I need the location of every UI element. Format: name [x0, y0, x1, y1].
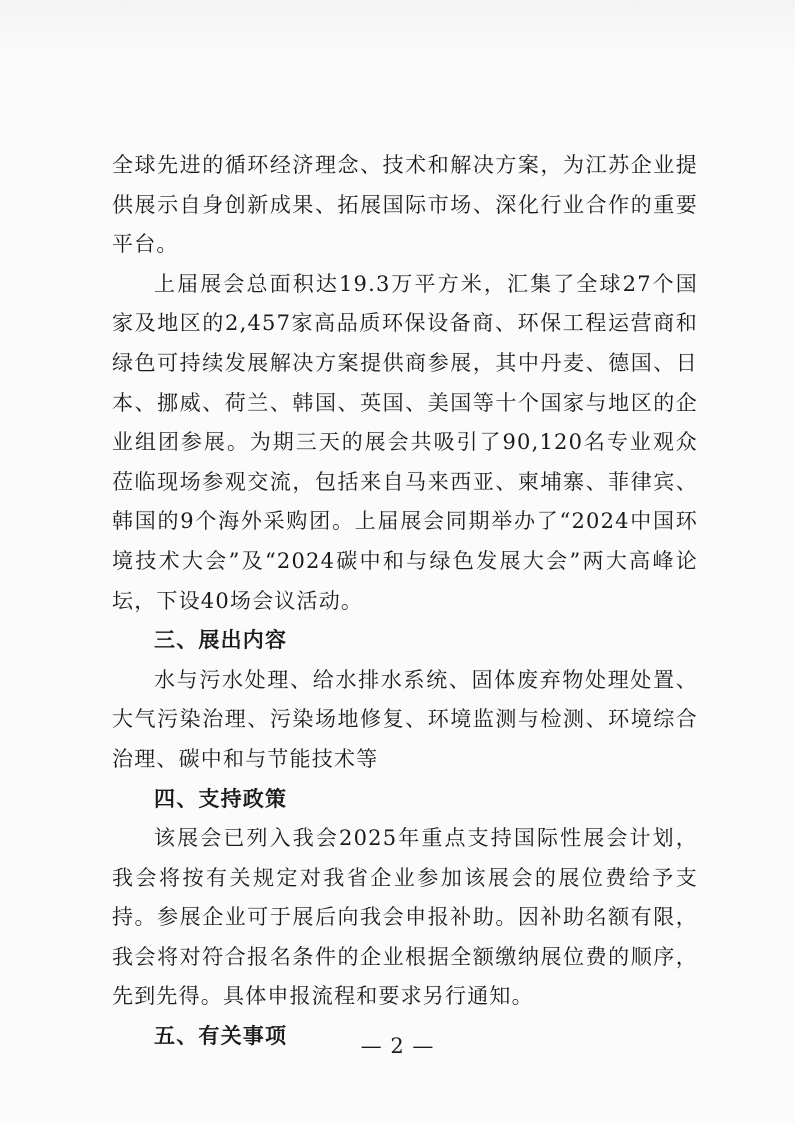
intro-continuation-paragraph: 全球先进的循环经济理念、技术和解决方案，为江苏企业提供展示自身创新成果、拓展国际市场、深化行业合作的重要平台。	[112, 153, 698, 257]
section-heading-exhibits: 三、展出内容	[154, 628, 288, 653]
previous-exhibition-paragraph: 上届展会总面积达19.3万平方米，汇集了全球27个国家及地区的2,457家高品质环保设备商、环保工程运营商和绿色可持续发展解决方案提供商参展，其中丹麦、德国、日本、挪威、荷兰、韩国、英国、美国等十个国家与地区的企业组团参展。为期三天的展会共吸引了90,120名专业观众莅临现场参观交流，包括来自马来西亚、柬埔寨、菲律宾、韩国的9个海外采购团。上届展会同期举办了“2024中国环境技术大会”及“2024碳中和与绿色发展大会”两大高峰论坛，下设40场会议活动。	[112, 271, 698, 613]
section-heading-related-matters: 五、有关事项	[154, 1024, 288, 1049]
support-policy-paragraph: 该展会已列入我会2025年重点支持国际性展会计划，我会将按有关规定对我省企业参加该展会的展位费给予支持。参展企业可于展后向我会申报补助。因补助名额有限，我会将对符合报名条件的企业根据全额缴纳展位费的顺序，先到先得。具体申报流程和要求另行通知。	[112, 826, 698, 1009]
section-heading-support-policy: 四、支持政策	[154, 786, 288, 811]
document-body	[112, 146, 698, 1057]
exhibits-paragraph: 水与污水处理、给水排水系统、固体废弃物处理处置、大气污染治理、污染场地修复、环境监测与检测、环境综合治理、碳中和与节能技术等	[112, 667, 698, 771]
page-number: — 2 —	[360, 1034, 435, 1058]
